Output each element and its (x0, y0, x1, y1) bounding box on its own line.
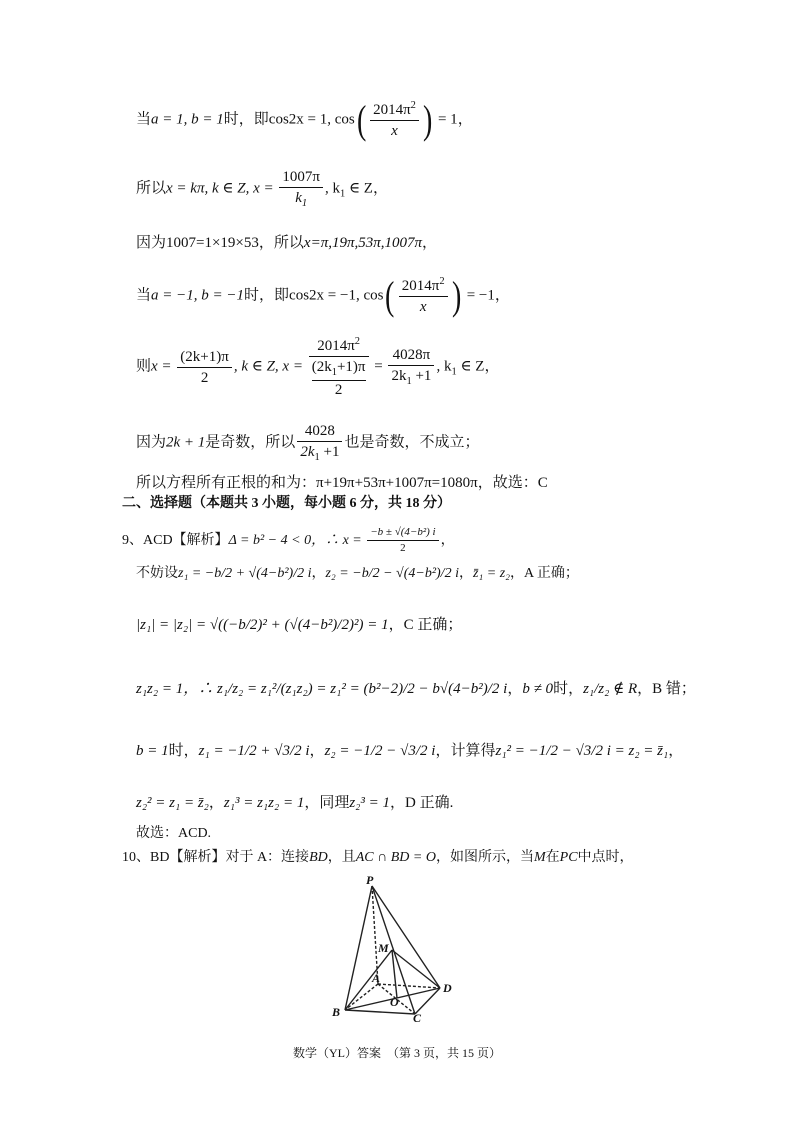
label-D: D (443, 981, 452, 995)
line-2: 所以x = kπ, k ∈ Z, x = $\frac{1007\pi}{k_1}$ , $k_1$ ∈ Z， (136, 169, 388, 209)
label-A: A (372, 971, 381, 985)
line-4: 当a = −1, b = −1时，即cos2x = −1, cos( $\frac{2014\pi^2}{x}$ ) = −1， (136, 273, 510, 318)
line-1: 当a = 1, b = 1时，即cos2x = 1, cos( $\frac{2014\pi^2}{x}$ ) = 1， (136, 97, 473, 142)
q10-head: 10、BD【解析】对于 A：连接BD，且AC ∩ BD = O，如图所示，当M在PC中点时， (122, 850, 634, 865)
label-O: O (390, 995, 399, 1009)
line-6: 因为2k + 1是奇数，所以 $\frac{4028}{2k_1 +1}$ 也是奇数，不成立； (136, 423, 480, 463)
q9-line-2: 不妨设z₁ = −b/2 + √(4−b²)/2 i，z₂ = −b/2 − √(4−b²)/2 i，z̄₁ = z₂，A 正确； (136, 566, 579, 581)
section-heading: 二、选择题（本题共 3 小题，每小题 6 分，共 18 分） (122, 496, 451, 511)
line-5: 则x = $\frac{(2k+1)\pi}{2}$ , k ∈ Z, x = $2014\pi^2$ $(2k_1+1)\pi$ 2 = $\frac{4028\pi}{2k_1 +1}$ , $k_1$ ∈ Z， (136, 336, 500, 398)
label-P: P (366, 873, 374, 887)
q9-end: 故选：ACD. (136, 826, 212, 841)
label-C: C (413, 1011, 422, 1022)
label-B: B (332, 1005, 341, 1019)
q9-line-6: z₂² = z₁ = z̄₂，z₁³ = z₁z₂ = 1，同理z₂³ = 1，D 正确. (136, 795, 454, 811)
pyramid-figure (320, 872, 470, 1022)
line-3: 因为1007=1×19×53，所以x=π,19π,53π,1007π， (136, 235, 438, 251)
q9-line-5: b = 1时，z₁ = −1/2 + √3/2 i，z₂ = −1/2 − √3/2 i，计算得z₁² = −1/2 − √3/2 i = z₂ = z̄₁， (136, 743, 684, 759)
page-footer: 数学（YL）答案 （第 3 页，共 15 页） (293, 1046, 501, 1060)
q9-line-3: |z₁| = |z₂| = √((−b/2)² + (√(4−b²)/2)²) = 1，C 正确； (136, 617, 463, 633)
q9-line-4: z₁z₂ = 1，∴ z₁/z₂ = z₁²/(z₁z₂) = z₁² = (b²−2)/2 − b√(4−b²)/2 i，b ≠ 0时，z₁/z₂ ∉ R，B 错； (136, 681, 696, 697)
label-M: M (378, 941, 389, 955)
q9-head: 9、ACD【解析】Δ = b² − 4 < 0，∴ x = $\frac{\text{−b ± √(4−b²) i}}{2}$ ， (122, 526, 455, 555)
line-7: 所以方程所有正根的和为：π+19π+53π+1007π=1080π，故选：C (136, 475, 548, 491)
